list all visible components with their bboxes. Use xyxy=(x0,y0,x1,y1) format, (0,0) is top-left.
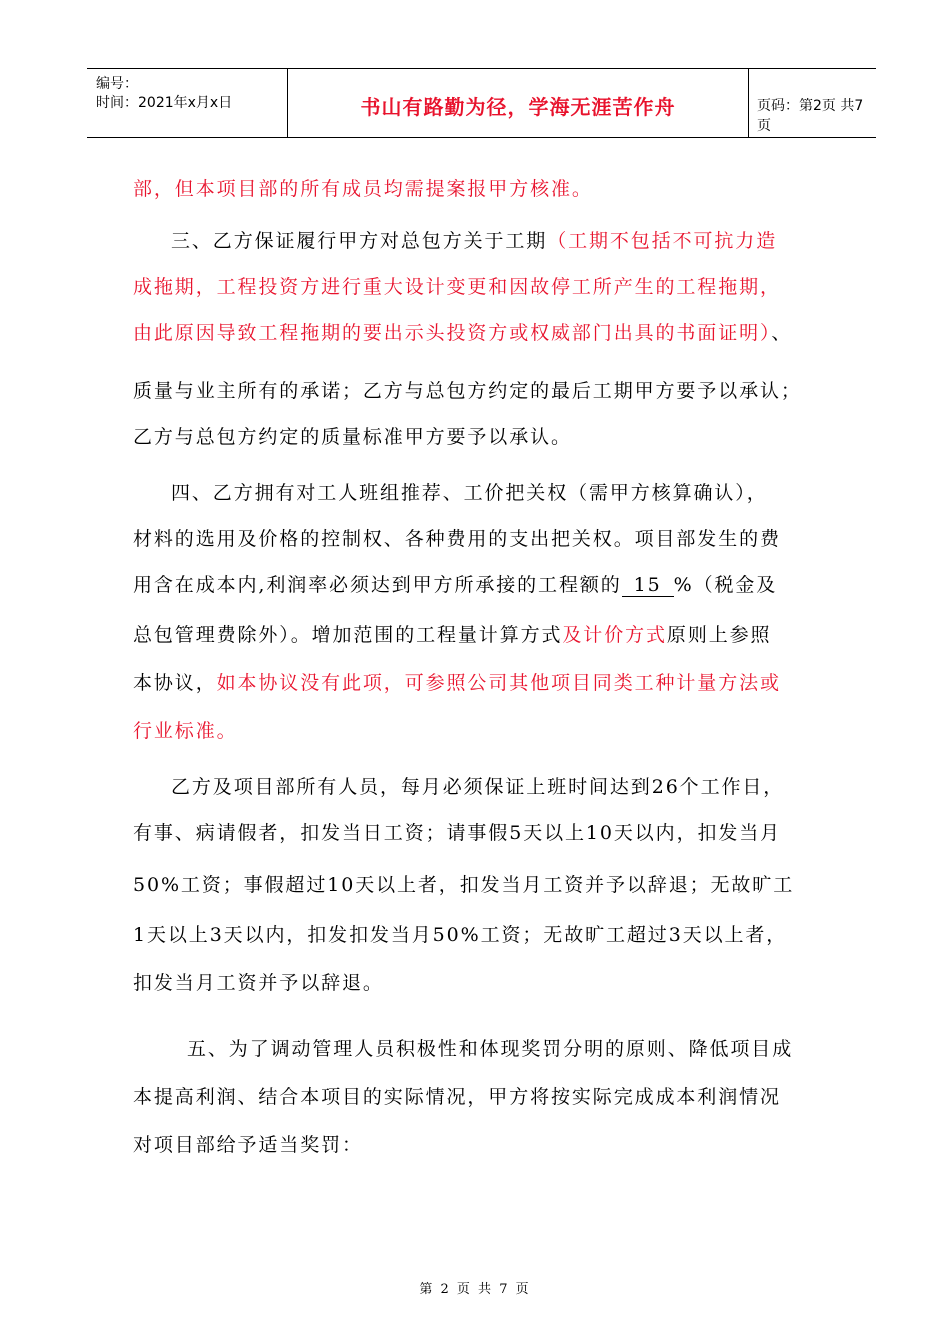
text-span: 材料的选用及价格的控制权、各种费用的支出把关权。项目部发生的费 xyxy=(133,528,781,550)
text-span: 四、乙方拥有对工人班组推荐、工价把关权（需甲方核算确认）， xyxy=(171,482,768,504)
paragraph-line xyxy=(133,912,853,958)
paragraph-line xyxy=(133,660,853,706)
paragraph-line xyxy=(171,218,891,264)
text-span: 、 xyxy=(771,322,793,344)
text-span: 及计价方式 xyxy=(562,624,667,646)
header-page-number: 页码：第2页 共7页 xyxy=(757,98,864,134)
document-code-label: 编号： xyxy=(96,76,138,92)
text-span: 成拖期，工程投资方进行重大设计变更和因故停工所产生的工程拖期， xyxy=(133,276,781,298)
paragraph-line xyxy=(187,1026,907,1072)
paragraph-line xyxy=(133,264,853,310)
text-span: 有事、病请假者，扣发当日工资；请事假5天以上10天以内，扣发当月 xyxy=(133,822,782,844)
text-span: （工期不包括不可抗力造 xyxy=(547,230,778,252)
text-span: 部，但本项目部的所有成员均需提案报甲方核准。 xyxy=(133,178,593,200)
paragraph-line xyxy=(133,960,853,1006)
paragraph-line xyxy=(133,1074,853,1120)
paragraph-line xyxy=(133,810,853,856)
paragraph-line xyxy=(133,310,853,356)
text-span: 本提高利润、结合本项目的实际情况，甲方将按实际完成成本利润情况 xyxy=(133,1086,781,1108)
paragraph-line xyxy=(133,516,853,562)
paragraph-line xyxy=(133,562,853,608)
paragraph-line xyxy=(133,708,853,754)
paragraph-line xyxy=(171,764,891,810)
text-span: 原则上参照 xyxy=(666,624,772,646)
paragraph-line xyxy=(133,1122,853,1168)
header-page-cell xyxy=(748,69,876,137)
paragraph-line xyxy=(133,862,853,908)
paragraph-line xyxy=(133,166,853,212)
text-span: 用含在成本内,利润率必须达到甲方所承接的工程额的 xyxy=(133,574,622,596)
header-motto-cell xyxy=(287,69,749,137)
text-span: 质量与业主所有的承诺；乙方与总包方约定的最后工期甲方要予以承认； xyxy=(133,380,802,402)
paragraph-line xyxy=(133,368,853,414)
text-span: %（税金及 xyxy=(673,574,778,596)
profit-rate-field: 15 xyxy=(622,574,674,597)
text-span: 本协议， xyxy=(133,672,217,694)
text-span: 扣发当月工资并予以辞退。 xyxy=(133,972,384,994)
page-footer: 第 2 页 共 7 页 xyxy=(419,1282,531,1297)
header-meta-cell xyxy=(87,69,287,137)
text-span: 50%工资；事假超过10天以上者，扣发当月工资并予以辞退；无故旷工 xyxy=(133,874,795,896)
text-span: 总包管理费除外）。增加范围的工程量计算方式 xyxy=(133,624,563,646)
text-span: 五、为了调动管理人员积极性和体现奖罚分明的原则、降低项目成 xyxy=(187,1038,794,1060)
header-motto: 书山有路勤为径，学海无涯苦作舟 xyxy=(360,95,676,119)
text-span: 如本协议没有此项，可参照公司其他项目同类工种计量方法或 xyxy=(216,672,781,694)
text-span: 乙方与总包方约定的质量标准甲方要予以承认。 xyxy=(133,426,572,448)
document-time-label: 时间：2021年x月x日 xyxy=(96,95,233,111)
page-header xyxy=(87,68,876,138)
paragraph-line xyxy=(133,612,853,658)
paragraph-line xyxy=(133,414,853,460)
text-span: 乙方及项目部所有人员，每月必须保证上班时间达到26个工作日， xyxy=(171,776,785,798)
text-span: 对项目部给予适当奖罚： xyxy=(133,1134,363,1156)
text-span: 行业标准。 xyxy=(133,720,238,742)
text-span: 由此原因导致工程拖期的要出示头投资方或权威部门出具的书面证明） xyxy=(133,322,772,344)
text-span: 三、乙方保证履行甲方对总包方关于工期 xyxy=(171,230,548,252)
paragraph-line xyxy=(171,470,891,516)
text-span: 1天以上3天以内，扣发扣发当月50%工资；无故旷工超过3天以上者， xyxy=(133,924,788,946)
